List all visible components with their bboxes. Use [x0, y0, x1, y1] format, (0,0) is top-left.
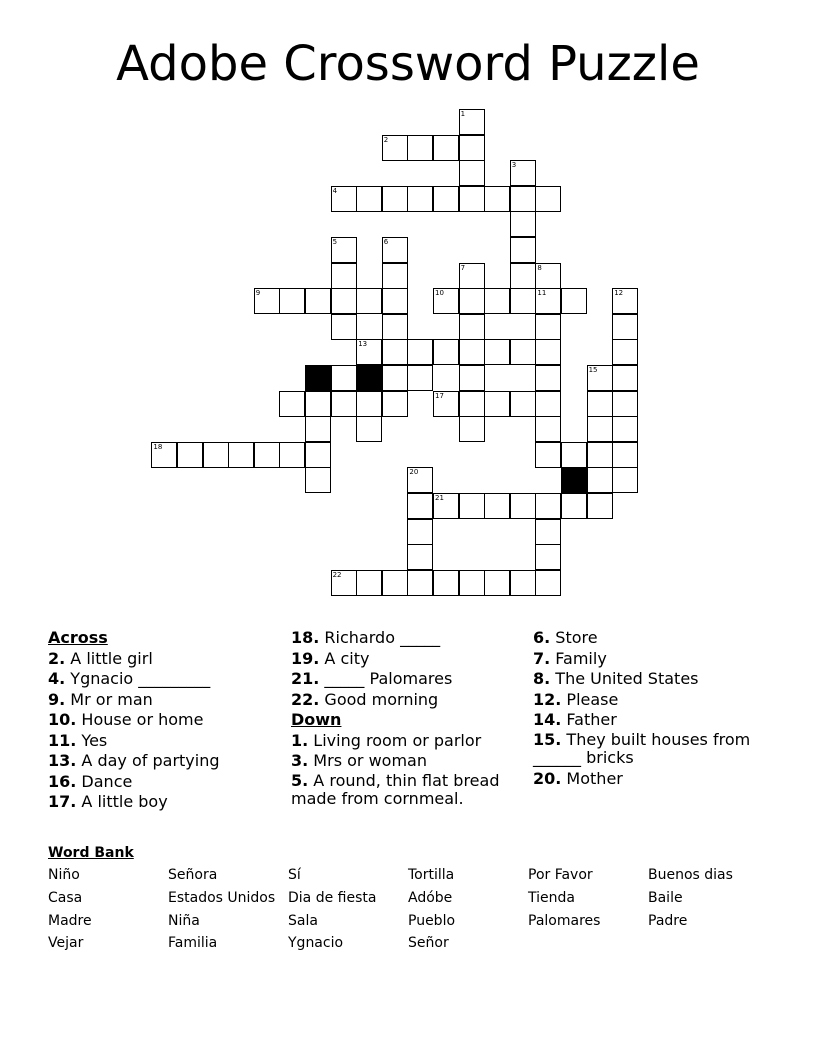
grid-cell[interactable] — [459, 416, 485, 442]
grid-cell[interactable] — [382, 263, 408, 289]
grid-cell[interactable] — [177, 442, 203, 468]
grid-cell[interactable] — [535, 365, 561, 391]
grid-cell[interactable] — [433, 339, 459, 365]
word-bank-item: Señor — [408, 935, 449, 951]
clue-number: 3 — [511, 161, 517, 170]
clue-number: 18 — [153, 442, 163, 451]
clue-number: 15 — [588, 366, 598, 374]
grid-cell[interactable] — [356, 288, 382, 314]
grid-cell[interactable] — [535, 493, 561, 519]
grid-cell[interactable] — [382, 288, 408, 314]
grid-cell[interactable] — [433, 135, 459, 161]
clue-number-label: 9. — [48, 689, 66, 709]
clue-number-label: 13. — [48, 751, 77, 770]
grid-cell[interactable] — [305, 467, 331, 493]
word-bank-item: Adóbe — [408, 890, 453, 906]
clue-number-label: 18. — [291, 628, 320, 647]
grid-cell[interactable] — [612, 442, 638, 468]
grid-cell[interactable] — [484, 391, 510, 417]
clue-text: Mr or man — [65, 689, 153, 709]
grid-cell[interactable] — [151, 442, 177, 468]
grid-cell[interactable] — [510, 186, 536, 212]
word-bank-item: Dia de fiesta — [288, 890, 377, 906]
grid-cell[interactable] — [459, 339, 485, 365]
grid-cell[interactable] — [459, 135, 485, 161]
grid-cell[interactable] — [561, 493, 587, 519]
grid-cell[interactable] — [203, 442, 229, 468]
grid-cell[interactable] — [433, 288, 459, 314]
grid-cell[interactable] — [561, 288, 587, 314]
grid-cell[interactable] — [612, 288, 638, 314]
grid-cell[interactable] — [407, 135, 433, 161]
grid-cell[interactable] — [459, 391, 485, 417]
clue-item — [48, 649, 278, 670]
grid-cell[interactable] — [407, 339, 433, 365]
grid-cell[interactable] — [612, 365, 638, 391]
grid-cell[interactable] — [356, 416, 382, 442]
grid-cell[interactable] — [254, 288, 280, 314]
clue-number-label: 10. — [48, 710, 77, 729]
clue-number: 10 — [435, 289, 444, 298]
grid-cell[interactable] — [228, 442, 254, 468]
clue-number-label: 12. — [533, 689, 562, 709]
grid-cell[interactable] — [407, 467, 433, 493]
clue-number: 11 — [537, 289, 547, 298]
grid-cell[interactable] — [382, 391, 408, 417]
grid-cell[interactable] — [484, 570, 510, 596]
clue-number-label: 6. — [533, 628, 551, 647]
clue-text: The United States — [550, 669, 699, 688]
grid-cell[interactable] — [535, 519, 561, 545]
grid-cell[interactable] — [254, 442, 280, 468]
across-heading: Across — [48, 628, 108, 647]
grid-cell[interactable] — [612, 416, 638, 442]
grid-cell[interactable] — [459, 186, 485, 212]
down-clue-list-continued — [533, 628, 773, 789]
clue-number-label: 11. — [48, 730, 77, 750]
clue-item — [533, 669, 773, 690]
grid-cell[interactable] — [459, 288, 485, 314]
clue-text: Father — [561, 710, 617, 729]
word-bank-item: Vejar — [48, 935, 84, 951]
word-bank-item: Familia — [168, 935, 218, 951]
word-bank-item: Pueblo — [408, 913, 456, 929]
clue-number: 12 — [614, 289, 624, 298]
grid-cell[interactable] — [510, 339, 536, 365]
clue-item — [533, 710, 773, 731]
clue-item — [291, 669, 526, 690]
clue-text: Mother — [561, 768, 623, 788]
grid-cell[interactable] — [382, 570, 408, 596]
clue-number: 8 — [537, 263, 542, 272]
grid-cell[interactable] — [331, 365, 357, 391]
grid-cell[interactable] — [459, 493, 485, 519]
grid-cell[interactable] — [382, 365, 408, 391]
clue-text: A round, thin flat bread made from cornmeal. — [291, 770, 500, 808]
clue-item — [48, 710, 278, 731]
word-bank-item: Sí — [288, 867, 301, 883]
grid-cell[interactable] — [382, 186, 408, 212]
clue-text: Store — [550, 628, 598, 647]
grid-cell[interactable] — [612, 467, 638, 493]
grid-cell[interactable] — [356, 339, 382, 365]
word-bank-item: Buenos dias — [648, 867, 733, 883]
grid-cell[interactable] — [535, 186, 561, 212]
word-bank-item: Palomares — [528, 913, 601, 929]
clue-item — [533, 690, 773, 711]
word-bank-item: Estados Unidos — [168, 890, 276, 906]
clue-number: 20 — [409, 468, 419, 477]
clue-number-label: 7. — [533, 648, 551, 668]
clue-number-label: 14. — [533, 710, 562, 729]
clue-number-label: 5. — [291, 770, 309, 790]
grid-cell[interactable] — [407, 186, 433, 212]
grid-cell[interactable] — [535, 416, 561, 442]
grid-cell[interactable] — [331, 314, 357, 340]
down-clue-list — [291, 731, 526, 808]
grid-cell[interactable] — [510, 391, 536, 417]
grid-cell[interactable] — [459, 109, 485, 135]
grid-cell[interactable] — [459, 570, 485, 596]
grid-cell[interactable] — [356, 186, 382, 212]
clue-text: A little boy — [76, 792, 168, 811]
clues-column-3 — [533, 628, 773, 789]
blocked-cell — [356, 365, 382, 391]
grid-cell[interactable] — [459, 263, 485, 289]
grid-cell[interactable] — [612, 391, 638, 417]
grid-cell[interactable] — [382, 339, 408, 365]
clue-number: 17 — [435, 391, 444, 400]
clue-number-label: 17. — [48, 792, 77, 811]
blocked-cell — [561, 467, 587, 493]
grid-cell[interactable] — [459, 314, 485, 340]
word-bank-item: Señora — [168, 867, 218, 883]
clue-item — [533, 769, 773, 790]
clue-text: Mrs or woman — [308, 751, 427, 770]
grid-cell[interactable] — [510, 263, 536, 289]
grid-cell[interactable] — [356, 391, 382, 417]
clue-item — [291, 628, 526, 649]
clue-item — [48, 792, 278, 813]
clue-number: 22 — [332, 570, 342, 579]
word-bank-item: Niña — [168, 913, 200, 929]
clue-number-label: 4. — [48, 669, 66, 688]
word-bank-item: Casa — [48, 890, 83, 906]
grid-cell[interactable] — [587, 442, 613, 468]
clue-text: Dance — [76, 771, 133, 791]
grid-cell[interactable] — [535, 391, 561, 417]
word-bank-item: Niño — [48, 867, 80, 883]
word-bank-item: Sala — [288, 913, 318, 929]
grid-cell[interactable] — [331, 263, 357, 289]
clue-text: Living room or parlor — [308, 730, 482, 750]
grid-cell[interactable] — [535, 339, 561, 365]
clue-number-label: 20. — [533, 768, 562, 788]
clue-number: 7 — [460, 263, 466, 272]
grid-cell[interactable] — [484, 288, 510, 314]
grid-cell[interactable] — [535, 263, 561, 289]
clue-item — [48, 669, 278, 690]
grid-cell[interactable] — [587, 365, 613, 391]
grid-cell[interactable] — [561, 442, 587, 468]
clue-text: Yes — [76, 730, 108, 750]
clue-number: 21 — [435, 494, 444, 502]
clue-text: House or home — [76, 710, 204, 729]
grid-cell[interactable] — [510, 211, 536, 237]
clue-item — [48, 772, 278, 793]
clue-text: Please — [561, 689, 619, 709]
grid-cell[interactable] — [587, 416, 613, 442]
grid-cell[interactable] — [535, 570, 561, 596]
clue-text: Family — [550, 648, 607, 668]
clue-number-label: 15. — [533, 729, 562, 749]
grid-cell[interactable] — [612, 314, 638, 340]
clue-text: A little girl — [65, 648, 153, 668]
clue-number-label: 2. — [48, 648, 66, 668]
grid-cell[interactable] — [484, 493, 510, 519]
clue-number: 13 — [358, 340, 368, 349]
grid-cell[interactable] — [459, 365, 485, 391]
clue-number: 2 — [383, 135, 389, 144]
clue-item — [291, 751, 526, 772]
clue-item — [533, 649, 773, 670]
page-title: Adobe Crossword Puzzle — [116, 36, 700, 92]
grid-cell[interactable] — [356, 570, 382, 596]
grid-cell[interactable] — [279, 442, 305, 468]
grid-cell[interactable] — [305, 288, 331, 314]
word-bank-heading: Word Bank — [48, 845, 134, 861]
grid-cell[interactable] — [510, 160, 536, 186]
word-bank-item: Ygnacio — [288, 935, 344, 951]
grid-cell[interactable] — [407, 519, 433, 545]
clue-text: A city — [319, 648, 370, 668]
grid-cell[interactable] — [535, 442, 561, 468]
grid-cell[interactable] — [382, 135, 408, 161]
grid-cell[interactable] — [484, 186, 510, 212]
grid-cell[interactable] — [305, 391, 331, 417]
word-bank-item: Tortilla — [408, 867, 455, 883]
word-bank-item: Padre — [648, 913, 688, 929]
clue-text: Ygnacio _________ — [65, 669, 211, 688]
clue-number: 4 — [332, 186, 338, 195]
grid-cell[interactable] — [433, 186, 459, 212]
grid-cell[interactable] — [587, 391, 613, 417]
down-heading: Down — [291, 710, 342, 729]
word-bank-item: Por Favor — [528, 867, 593, 883]
across-clue-list-continued — [291, 628, 526, 710]
clue-text: Richardo _____ — [319, 628, 441, 647]
clue-text: A day of partying — [76, 751, 220, 770]
clue-text: Good morning — [319, 689, 439, 709]
grid-cell[interactable] — [331, 570, 357, 596]
grid-cell[interactable] — [305, 442, 331, 468]
clue-number-label: 8. — [533, 669, 551, 688]
grid-cell[interactable] — [407, 493, 433, 519]
clue-number-label: 16. — [48, 771, 77, 791]
grid-cell[interactable] — [382, 237, 408, 263]
clue-item — [291, 649, 526, 670]
clue-item — [48, 731, 278, 752]
clue-text: _____ Palomares — [319, 669, 453, 688]
clue-item — [291, 690, 526, 711]
grid-cell[interactable] — [510, 237, 536, 263]
grid-cell[interactable] — [535, 288, 561, 314]
across-clue-list — [48, 649, 278, 813]
word-bank-item: Tienda — [528, 890, 575, 906]
blocked-cell — [305, 365, 331, 391]
grid-cell[interactable] — [433, 493, 459, 519]
grid-cell[interactable] — [510, 288, 536, 314]
grid-cell[interactable] — [331, 391, 357, 417]
grid-cell[interactable] — [407, 544, 433, 570]
clue-text: They built houses from ______ bricks — [533, 729, 751, 767]
clue-item — [48, 751, 278, 772]
grid-cell[interactable] — [279, 391, 305, 417]
clue-item — [533, 731, 773, 767]
clue-number: 5 — [332, 238, 338, 246]
clue-number: 6 — [383, 238, 389, 246]
clue-number-label: 21. — [291, 669, 320, 688]
grid-cell[interactable] — [510, 493, 536, 519]
grid-cell[interactable] — [587, 467, 613, 493]
grid-cell[interactable] — [331, 186, 357, 212]
grid-cell[interactable] — [331, 237, 357, 263]
grid-cell[interactable] — [407, 570, 433, 596]
clue-number-label: 19. — [291, 648, 320, 668]
grid-cell[interactable] — [305, 416, 331, 442]
clues-column-1 — [48, 628, 278, 813]
clue-number-label: 1. — [291, 730, 309, 750]
clue-number-label: 22. — [291, 689, 320, 709]
word-bank-item: Baile — [648, 890, 683, 906]
clue-number: 1 — [460, 110, 466, 118]
clue-item — [533, 628, 773, 649]
grid-cell[interactable] — [587, 493, 613, 519]
clues-column-2 — [291, 628, 526, 810]
clue-item — [291, 772, 526, 808]
grid-cell[interactable] — [279, 288, 305, 314]
clue-item — [48, 690, 278, 711]
clue-number: 9 — [255, 289, 261, 298]
grid-cell[interactable] — [612, 339, 638, 365]
grid-cell[interactable] — [535, 314, 561, 340]
clue-number-label: 3. — [291, 751, 309, 770]
grid-cell[interactable] — [382, 314, 408, 340]
grid-cell[interactable] — [459, 160, 485, 186]
grid-cell[interactable] — [433, 391, 459, 417]
grid-cell[interactable] — [433, 570, 459, 596]
clue-item — [291, 731, 526, 752]
grid-cell[interactable] — [535, 544, 561, 570]
grid-cell[interactable] — [331, 288, 357, 314]
grid-cell[interactable] — [510, 570, 536, 596]
grid-cell[interactable] — [407, 365, 433, 391]
word-bank-item: Madre — [48, 913, 92, 929]
grid-cell[interactable] — [484, 339, 510, 365]
